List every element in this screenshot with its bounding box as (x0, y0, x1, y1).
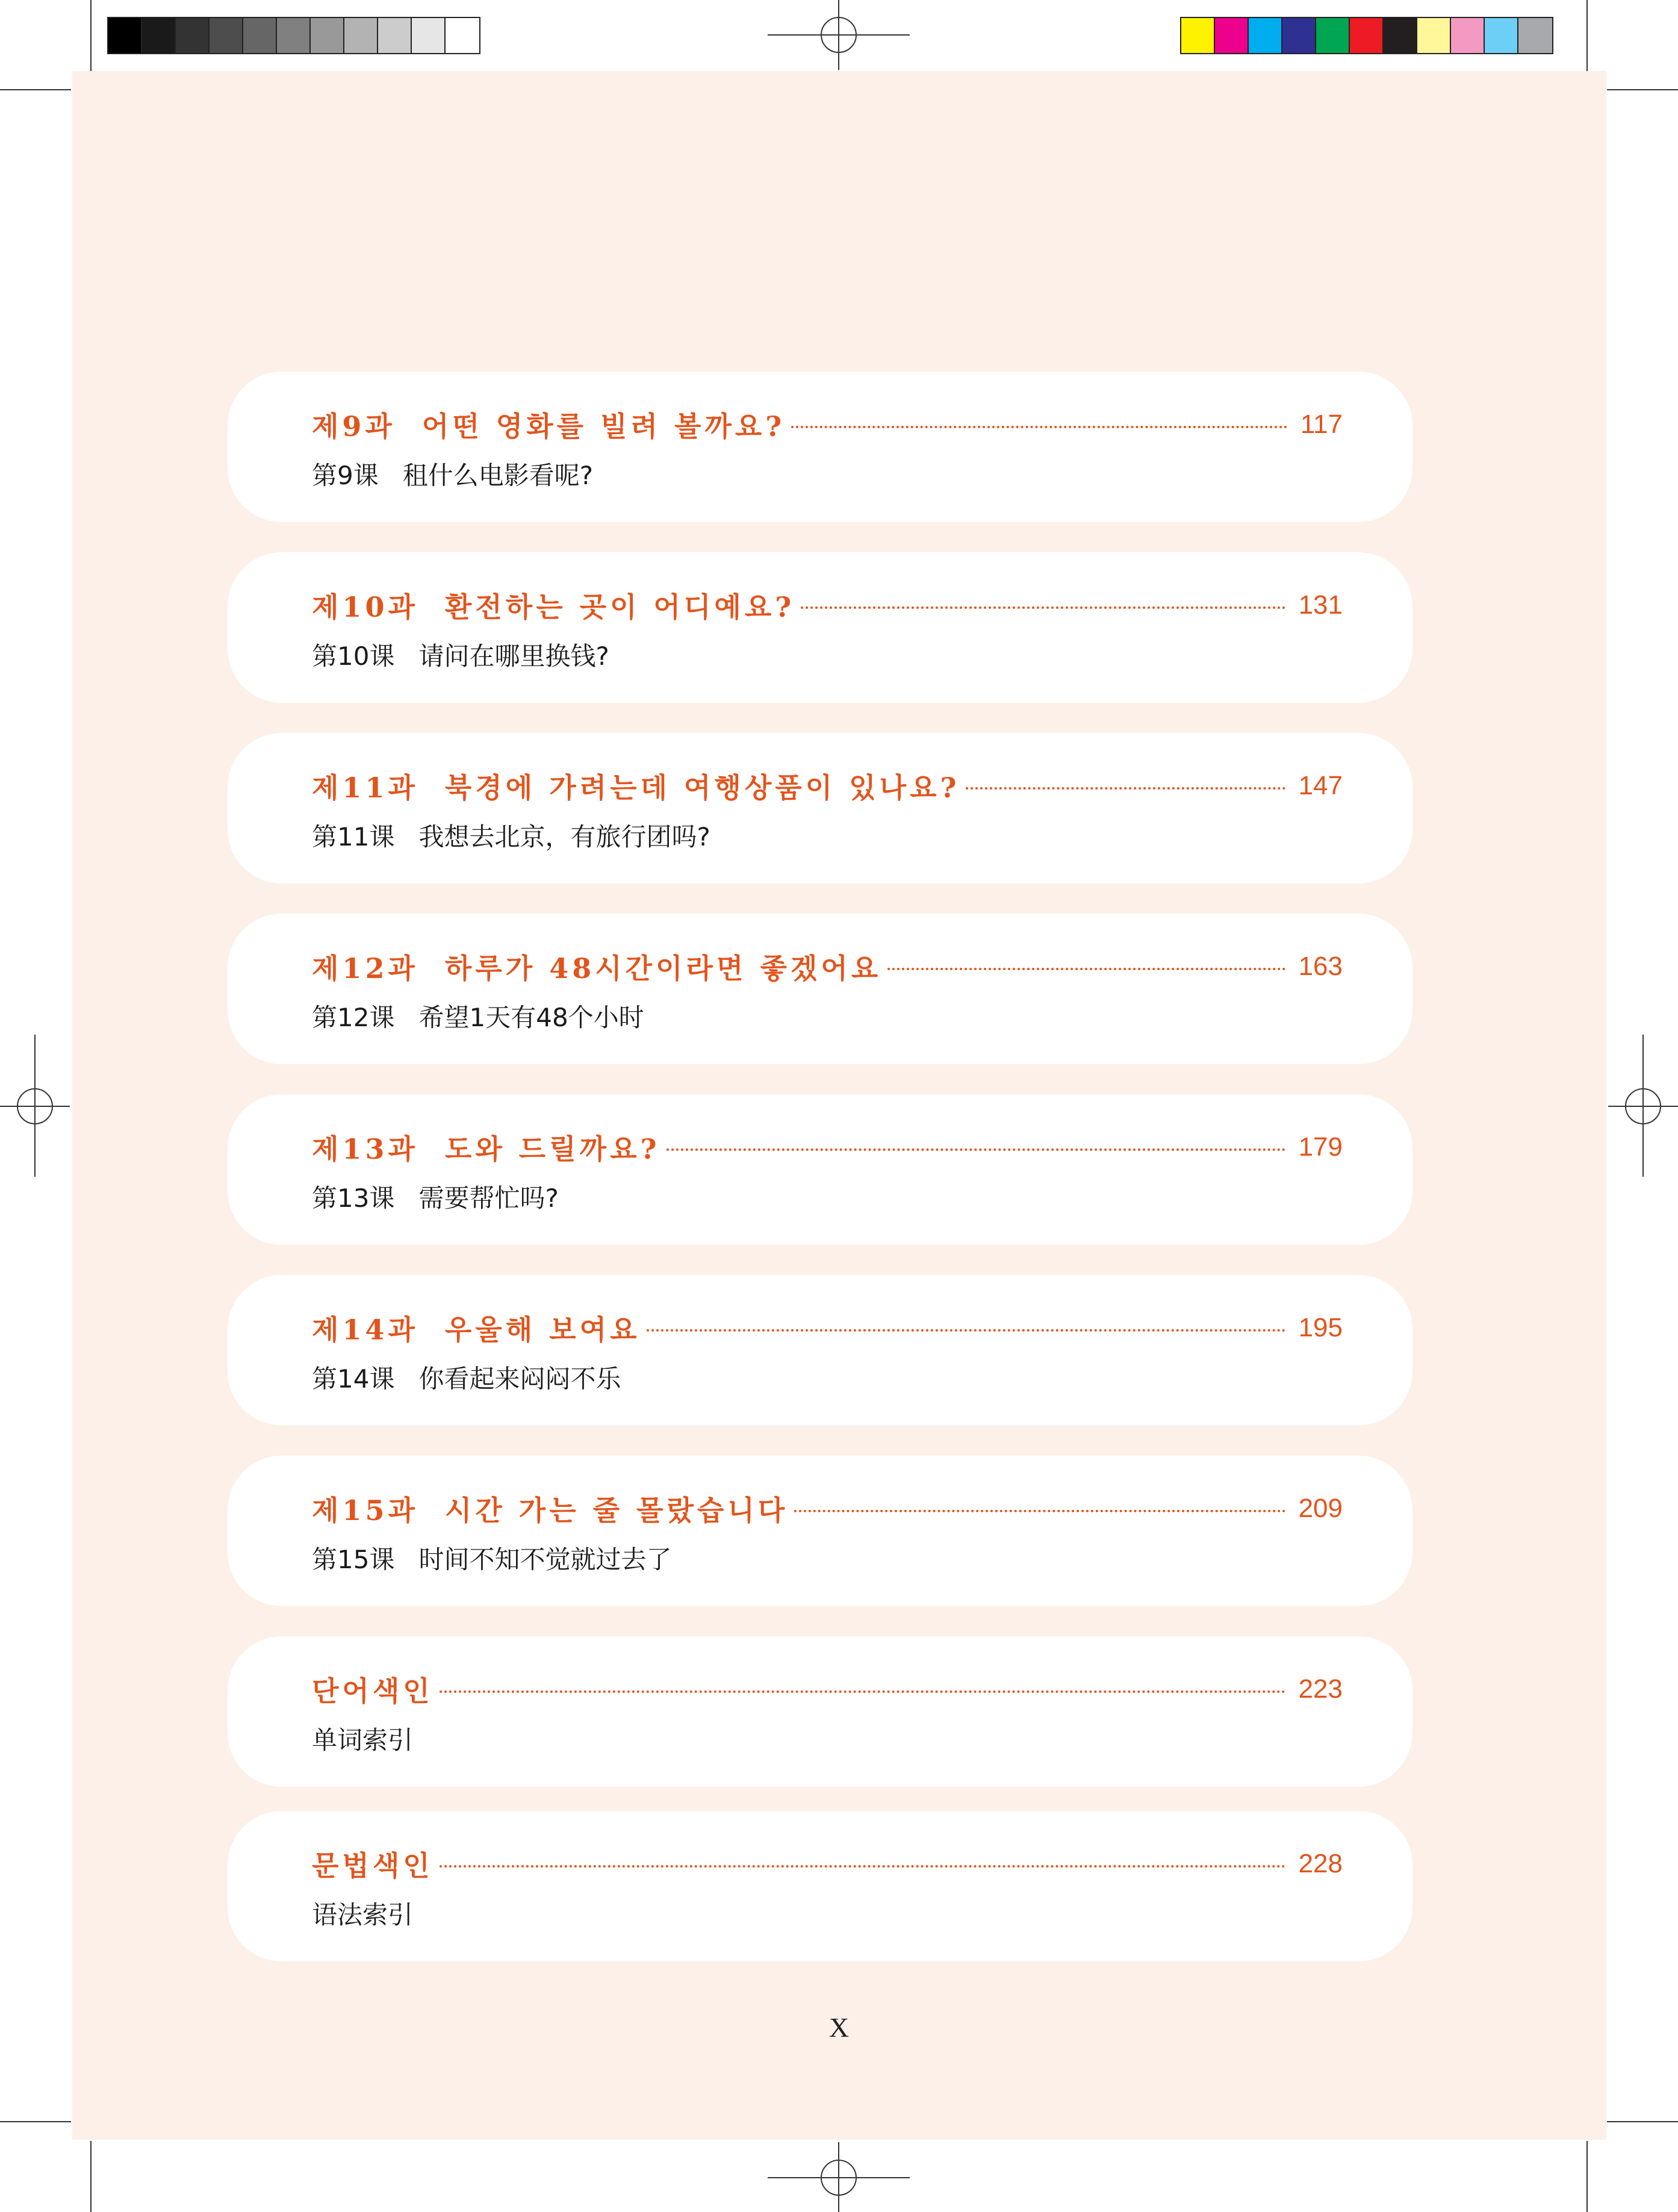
gray-swatch-0 (108, 18, 142, 53)
color-calibration-bar (1180, 17, 1553, 54)
gray-swatch-9 (412, 18, 446, 53)
korean-title: 제14과 우울해 보여요 (312, 1313, 641, 1346)
gray-swatch-1 (142, 18, 176, 53)
color-swatch-7 (1417, 18, 1451, 53)
korean-title: 제11과 북경에 가려는데 여행상품이 있나요? (312, 771, 960, 804)
toc-entry-word-index[interactable] (228, 1636, 1412, 1787)
toc-entry-lesson-9[interactable] (228, 372, 1412, 522)
toc-entry-grammar-index[interactable] (228, 1811, 1412, 1961)
color-swatch-10 (1518, 18, 1552, 53)
chinese-title: 第14课 你看起来闷闷不乐 (312, 1364, 621, 1394)
color-swatch-4 (1316, 18, 1350, 53)
page-number: 131 (1298, 590, 1343, 620)
korean-title: 제12과 하루가 48시간이라면 좋겠어요 (312, 952, 882, 985)
page-number: 117 (1300, 410, 1343, 439)
toc-entry-lesson-10[interactable] (228, 552, 1412, 703)
toc-entry-lesson-11[interactable] (228, 733, 1412, 883)
dot-leader (887, 968, 1285, 970)
dot-leader (791, 426, 1287, 428)
color-swatch-0 (1181, 18, 1215, 53)
dot-leader (647, 1329, 1285, 1332)
gray-swatch-10 (446, 18, 479, 53)
toc-entry-lesson-13[interactable] (228, 1094, 1412, 1245)
page-number: 147 (1298, 771, 1343, 800)
chinese-title: 第9课 租什么电影看呢? (312, 461, 594, 490)
page-folio: X (828, 2012, 850, 2043)
color-swatch-6 (1384, 18, 1417, 53)
dot-leader (966, 787, 1285, 790)
korean-title: 제15과 시간 가는 줄 몰랐습니다 (312, 1494, 789, 1527)
chinese-title: 单词索引 (312, 1725, 414, 1755)
dot-leader (667, 1148, 1285, 1151)
page-number: 209 (1298, 1494, 1343, 1523)
gray-swatch-6 (311, 18, 344, 53)
color-swatch-2 (1249, 18, 1282, 53)
page-number: 195 (1298, 1313, 1343, 1342)
chinese-title: 第12课 希望1天有48个小时 (312, 1003, 644, 1032)
dot-leader (801, 606, 1285, 609)
gray-swatch-8 (378, 18, 412, 53)
page-number: 179 (1298, 1132, 1343, 1162)
korean-title: 문법색인 (312, 1849, 433, 1882)
page-number: 223 (1298, 1674, 1343, 1704)
chinese-title: 语法索引 (312, 1900, 414, 1930)
chinese-title: 第11课 我想去北京，有旅行团吗? (312, 822, 710, 852)
dot-leader (440, 1865, 1285, 1868)
color-swatch-3 (1282, 18, 1316, 53)
gray-swatch-3 (210, 18, 243, 53)
color-swatch-5 (1350, 18, 1384, 53)
chinese-title: 第15课 时间不知不觉就过去了 (312, 1545, 672, 1574)
chinese-title: 第13课 需要帮忙吗? (312, 1183, 559, 1213)
gray-swatch-7 (344, 18, 378, 53)
toc-entry-lesson-12[interactable] (228, 914, 1412, 1064)
dot-leader (794, 1510, 1285, 1512)
korean-title: 제9과 어떤 영화를 빌려 볼까요? (312, 410, 786, 443)
color-swatch-8 (1451, 18, 1485, 53)
gray-swatch-2 (176, 18, 210, 53)
chinese-title: 第10课 请问在哪里换钱? (312, 641, 609, 671)
gray-swatch-5 (277, 18, 311, 53)
gray-calibration-bar (107, 17, 480, 54)
korean-title: 제13과 도와 드릴까요? (312, 1133, 660, 1165)
gray-swatch-4 (243, 18, 277, 53)
page-number: 163 (1298, 952, 1343, 981)
toc-entry-lesson-15[interactable] (228, 1456, 1412, 1606)
korean-title: 제10과 환전하는 곳이 어디예요? (312, 591, 795, 623)
color-swatch-1 (1215, 18, 1249, 53)
page-number: 228 (1298, 1849, 1343, 1878)
toc-entry-lesson-14[interactable] (228, 1275, 1412, 1425)
korean-title: 단어색인 (312, 1675, 433, 1707)
dot-leader (440, 1690, 1285, 1693)
color-swatch-9 (1485, 18, 1518, 53)
